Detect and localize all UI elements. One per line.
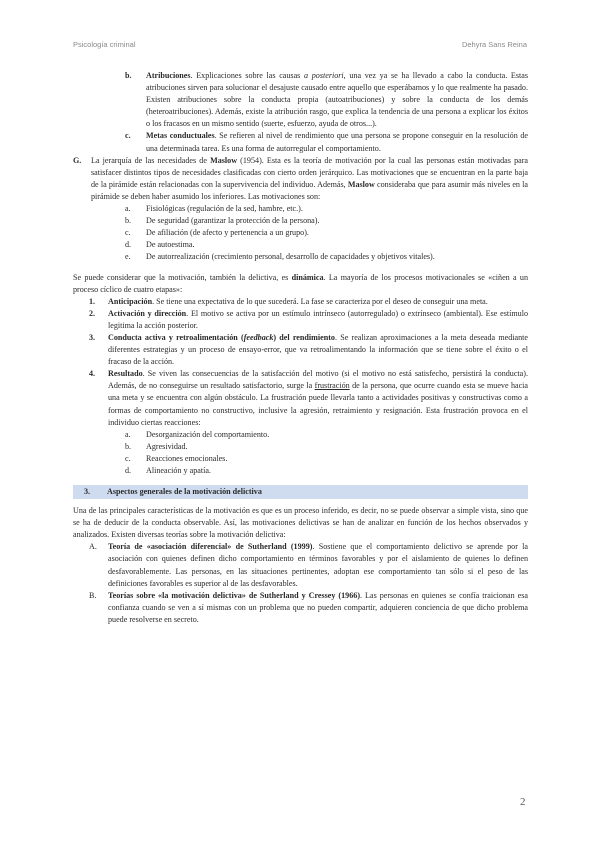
section-heading bbox=[73, 485, 528, 499]
list-marker: c. bbox=[125, 131, 131, 141]
stage-2: 2. Activación y dirección. El motivo se activa por un estímulo intrínseco (autorregulado) o extrínseco (ambiental). Ese estímulo legitima la acción posterior. bbox=[89, 308, 528, 330]
list-item: e. De autorrealización (crecimiento personal, desarrollo de capacidades y objetivos vitales). bbox=[125, 252, 435, 262]
stage-4: 4. Resultado. Se viven las consecuencias de la satisfacción del motivo (si el motivo no está satisfecho, persistirá la conducta). Además, de no conseguirse un resultado satisfactorio, surge la frustración de la persona, que ocurre cuando esta se mueve hacia una meta y se encuentra con algún obstáculo. La frustración puede llevarla tanto a actividades positivas y constructivas como a formas de comportamiento no constructivo, inclusive la agresión, retraimiento y resignación. Esta frustración provoca en el individuo ciertas reacciones: bbox=[89, 369, 529, 427]
list-item: d. Alineación y apatía. bbox=[125, 466, 211, 475]
list-item-g: G. La jerarquía de las necesidades de Maslow (1954). Esta es la teoría de motivación por la cual las personas están motivadas para satisfacer distintos tipos de necesidades clasificadas con cierto orden jerárquico. Las motivaciones que se encuentran en la parte baja de la pirámide están relacionadas con la supervivencia del individuo. Además, Maslow consideraba que para asumir más niveles en la pirámide se deben haber asumido los inferiores. Las motivaciones son: bbox=[73, 155, 528, 201]
section-paragraph: Una de las principales características de la motivación es que es un proceso inferido, es decir, no se puede observar a simple vista, sino que se ha de deducir de la conducta observable. Así, las motivaciones delictivas se han de analizar en función de los hechos observados y analizados. Existen diversas teorías sobre la motivación delictiva: bbox=[73, 506, 528, 540]
item-title: Metas conductuales bbox=[146, 131, 215, 141]
list-marker: b. bbox=[125, 71, 132, 80]
page-content bbox=[73, 70, 528, 626]
list-item: a. Desorganización del comportamiento. bbox=[125, 429, 270, 439]
header-left: Psicología criminal bbox=[73, 40, 136, 49]
list-item-c: c. Metas conductuales. Se refieren al nivel de rendimiento que una persona se propone conseguir en la resolución de una determinada tarea. Es una forma de autorregular el comportamiento. bbox=[125, 131, 528, 153]
list-item: d. De autoestima. bbox=[125, 240, 195, 250]
section-title: Aspectos generales de la motivación delictiva bbox=[107, 487, 262, 497]
section-number: 3. bbox=[84, 487, 91, 497]
list-marker: G. bbox=[73, 155, 82, 165]
theory-b: B. Teorías sobre «la motivación delictiva» de Sutherland y Cressey (1966). Las personas en quienes se confía traicionan esa confianza cuando se ven a sí mismas con un problema que no pueden compartir, adquieren conciencia de que dicho problema puede resolverse en secreto. bbox=[89, 590, 528, 624]
header-right: Dehyra Sans Reina bbox=[461, 40, 527, 49]
theory-a: A. Teoría de «asociación diferencial» de Sutherland (1999). Sostiene que el comportamiento delictivo se aprende por la asociación con quienes definen dicho comportamiento en términos favorables y por el aislamiento de quienes lo definen desfavorablemente. Las personas, en las situaciones pertinentes, adoptan ese comportamiento tan sólo si el peso de las definiciones favorables es superior al de las desfavorables. bbox=[89, 542, 528, 588]
list-item-b: b. Atribuciones. Explicaciones sobre las causas a posteriori, una vez ya se ha llevado a cabo la conducta. Estas atribuciones sirven para solucionar el desajuste causado entre aquello que esperábamos y lo que realmente ha pasado. Existen atribuciones sobre la conducta propia (autoatribuciones) y sobre la conducta de los demás (heteroatribuciones). Además, existe la atribución rasgo, que explica la tendencia de una persona a explicar los éxitos o los fracasos en un mismo sentido (suerte, esfuerzo, ayuda de otros...). bbox=[125, 71, 529, 129]
page-number: 2 bbox=[520, 796, 526, 808]
list-item: b. De seguridad (garantizar la protección de la persona). bbox=[125, 216, 320, 226]
stage-1: 1. Anticipación. Se tiene una expectativa de lo que sucederá. La fase se caracteriza por el deseo de conseguir una meta. bbox=[89, 296, 488, 306]
intro-paragraph: Se puede considerar que la motivación, también la delictiva, es dinámica. La mayoría de los procesos motivacionales se «ciñen a un proceso cíclico de cuatro etapas»: bbox=[73, 272, 528, 294]
stage-3: 3. Conducta activa y retroalimentación (feedback) del rendimiento. Se realizan aproximaciones a la meta deseada mediante diferentes estrategias y un proceso de ensayo-error, que va retroalimentando la información que se tiene sobre el éxito o el fracaso de la acción. bbox=[89, 332, 529, 367]
list-item: c. De afiliación (de afecto y pertenencia a un grupo). bbox=[125, 228, 309, 238]
list-item: c. Reacciones emocionales. bbox=[125, 453, 228, 463]
item-title: Atribuciones bbox=[146, 71, 191, 80]
list-item: a. Fisiológicas (regulación de la sed, hambre, etc.). bbox=[125, 204, 303, 214]
list-item: b. Agresividad. bbox=[125, 441, 188, 451]
